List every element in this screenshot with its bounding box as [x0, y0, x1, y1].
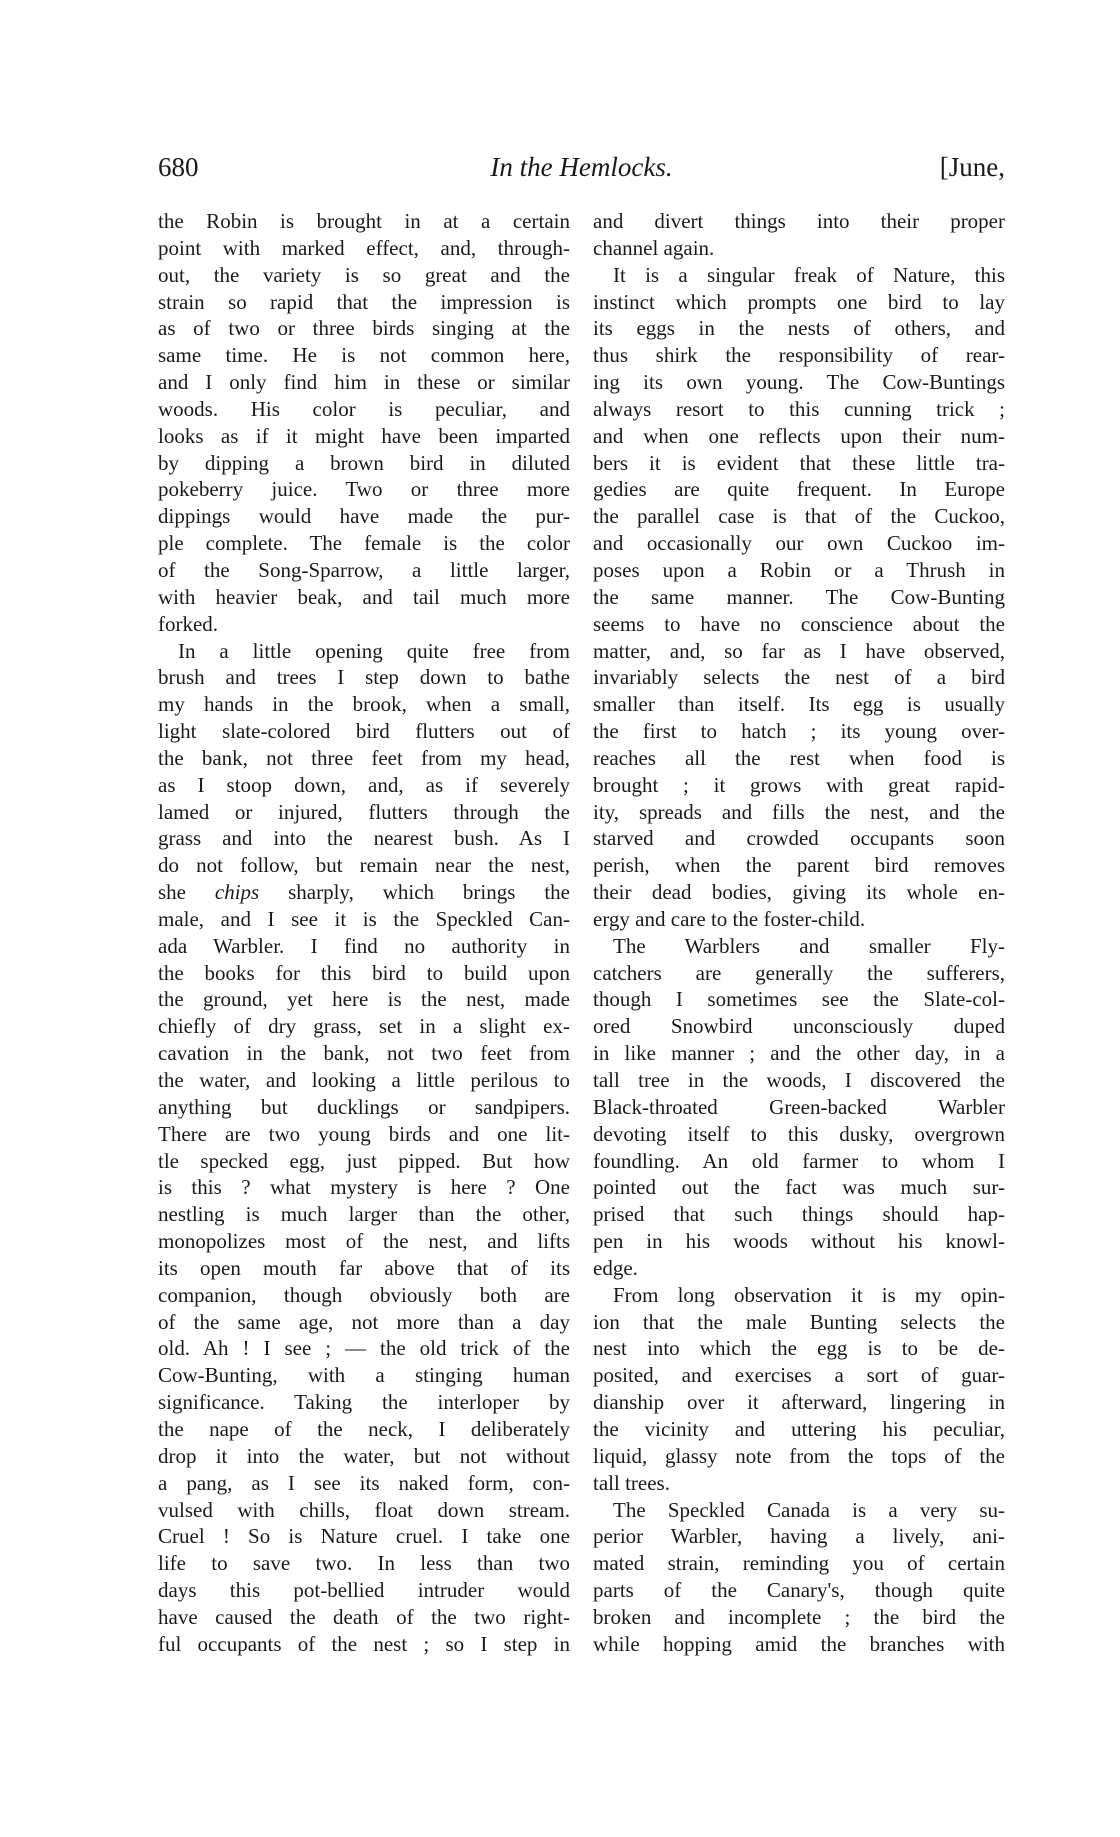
text-line: ored Snowbird unconsciously duped [593, 1014, 1005, 1039]
text-line: ing its own young. The Cow-Buntings [593, 370, 1005, 395]
text-line: light slate-colored bird flutters out of [158, 719, 570, 744]
text-line: woods. His color is peculiar, and [158, 396, 570, 421]
text-line: of the same age, not more than a day [158, 1309, 570, 1334]
text-line: though I sometimes see the Slate-col- [593, 987, 1005, 1012]
text-line: out, the variety is so great and the [158, 262, 570, 287]
text-line: the ground, yet here is the nest, made [158, 987, 570, 1012]
text-line: tall tree in the woods, I discovered the [593, 1068, 1005, 1092]
text-line: do not follow, but remain near the nest, [158, 853, 570, 878]
text-line: with heavier beak, and tail much more [158, 584, 570, 609]
text-line: and I only find him in these or similar [158, 370, 570, 395]
text-line: the Robin is brought in at a certain [158, 209, 570, 233]
text-line: prised that such things should hap- [593, 1202, 1005, 1227]
text-line: the books for this bird to build upon [158, 960, 570, 985]
text-line: point with marked effect, and, through- [158, 235, 570, 260]
text-line: its open mouth far above that of its [158, 1255, 570, 1280]
text-line: poses upon a Robin or a Thrush in [593, 557, 1005, 582]
text-line: ergy and care to the foster-child. [593, 906, 866, 931]
text-line: the parallel case is that of the Cuckoo, [593, 504, 1005, 529]
italic-word: chips [214, 880, 260, 905]
text-line: pointed out the fact was much sur- [593, 1175, 1005, 1200]
text-line: have caused the death of the two right- [158, 1604, 570, 1629]
running-header [158, 152, 1005, 188]
text-line: In a little opening quite free from [178, 638, 570, 663]
text-line: ple complete. The female is the color [158, 531, 570, 556]
text-line: pen in his woods without his knowl- [593, 1229, 1005, 1254]
text-line: nestling is much larger than the other, [158, 1202, 570, 1227]
text-line: life to save two. In less than two [158, 1551, 570, 1576]
text-line: matter, and, so far as I have observed, [593, 638, 1005, 663]
text-line: in like manner ; and the other day, in a [593, 1041, 1005, 1066]
text-line: while hopping amid the branches with [593, 1631, 1005, 1656]
running-month: [June, [939, 152, 1005, 182]
paragraph [593, 933, 1005, 1282]
text-line: drop it into the water, but not without [158, 1443, 570, 1468]
text-column-right [593, 208, 1005, 1658]
text-line: the nape of the neck, I deliberately [158, 1416, 570, 1441]
text-line: perish, when the parent bird removes [593, 853, 1005, 878]
text-line: the water, and looking a little perilous to [158, 1068, 570, 1092]
text-line: their dead bodies, giving its whole en- [593, 880, 1005, 905]
text-line: strain so rapid that the impression is [158, 289, 570, 314]
text-line: brought ; it grows with great rapid- [593, 772, 1005, 797]
text-line: perior Warbler, having a lively, ani- [593, 1524, 1005, 1549]
text-line: and divert things into their proper [593, 209, 1005, 233]
text-line: looks as if it might have been imparted [158, 423, 570, 448]
text-line: bers it is evident that these little tra- [593, 450, 1005, 475]
text-line: days this pot-bellied intruder would [158, 1578, 570, 1603]
text-line: old. Ah ! I see ; — the old trick of the [158, 1336, 570, 1361]
text-line: thus shirk the responsibility of rear- [593, 343, 1005, 368]
text-line: she chips sharply, which brings the [158, 880, 570, 905]
text-line: edge. [593, 1255, 638, 1280]
text-line: chiefly of dry grass, set in a slight ex- [158, 1014, 570, 1039]
paragraph [593, 1282, 1005, 1497]
paragraph [158, 638, 570, 1658]
text-line: brush and trees I step down to bathe [158, 665, 570, 690]
text-line: broken and incomplete ; the bird the [593, 1604, 1005, 1629]
text-line: ity, spreads and fills the nest, and the [593, 799, 1005, 824]
text-line: lamed or injured, flutters through the [158, 799, 570, 824]
text-line: Cow-Bunting, with a stinging human [158, 1363, 570, 1388]
text-line: posited, and exercises a sort of guar- [593, 1363, 1005, 1388]
paragraph [593, 262, 1005, 933]
text-line: of the Song-Sparrow, a little larger, [158, 557, 570, 582]
text-line: the bank, not three feet from my head, [158, 745, 570, 770]
text-line: Black-throated Green-backed Warbler [593, 1094, 1005, 1119]
text-line: by dipping a brown bird in diluted [158, 450, 570, 475]
paragraph [593, 208, 1005, 262]
text-line: The Speckled Canada is a very su- [613, 1497, 1005, 1522]
text-line: There are two young birds and one lit- [158, 1121, 570, 1146]
text-line: From long observation it is my opin- [613, 1282, 1005, 1307]
text-line: starved and crowded occupants soon [593, 826, 1005, 851]
text-line: significance. Taking the interloper by [158, 1390, 570, 1415]
text-line: companion, though obviously both are [158, 1282, 570, 1307]
text-line: parts of the Canary's, though quite [593, 1578, 1005, 1603]
text-line: catchers are generally the sufferers, [593, 960, 1005, 985]
text-line: grass and into the nearest bush. As I [158, 826, 570, 851]
text-line: as of two or three birds singing at the [158, 316, 570, 341]
text-line: reaches all the rest when food is [593, 745, 1005, 770]
text-line: the vicinity and uttering his peculiar, [593, 1416, 1005, 1441]
text-line: same time. He is not common here, [158, 343, 570, 368]
text-line: nest into which the egg is to be de- [593, 1336, 1005, 1361]
text-line: my hands in the brook, when a small, [158, 692, 570, 717]
text-line: instinct which prompts one bird to lay [593, 289, 1005, 314]
text-line: as I stoop down, and, as if severely [158, 772, 570, 797]
running-title: In the Hemlocks. [490, 152, 673, 182]
text-line: ful occupants of the nest ; so I step in [158, 1631, 570, 1656]
text-line: devoting itself to this dusky, overgrown [593, 1121, 1005, 1146]
text-line: a pang, as I see its naked form, con- [158, 1470, 570, 1495]
text-line: ion that the male Bunting selects the [593, 1309, 1005, 1334]
text-line: always resort to this cunning trick ; [593, 396, 1005, 421]
text-line: cavation in the bank, not two feet from [158, 1041, 570, 1066]
text-line: gedies are quite frequent. In Europe [593, 477, 1005, 502]
text-line: mated strain, reminding you of certain [593, 1551, 1005, 1576]
text-line: invariably selects the nest of a bird [593, 665, 1005, 690]
text-line: tall trees. [593, 1470, 670, 1495]
text-line: the same manner. The Cow-Bunting [593, 584, 1005, 609]
text-line: anything but ducklings or sandpipers. [158, 1094, 570, 1119]
text-line: monopolizes most of the nest, and lifts [158, 1229, 570, 1254]
text-line: Cruel ! So is Nature cruel. I take one [158, 1524, 570, 1549]
text-line: foundling. An old farmer to whom I [593, 1148, 1005, 1173]
text-line: the first to hatch ; its young over- [593, 719, 1005, 744]
text-column-left [158, 208, 570, 1658]
text-line: vulsed with chills, float down stream. [158, 1497, 570, 1522]
text-line: dianship over it afterward, lingering in [593, 1390, 1005, 1415]
text-line: channel again. [593, 235, 715, 260]
paragraph [593, 1497, 1005, 1658]
page-number: 680 [158, 152, 199, 182]
text-line: its eggs in the nests of others, and [593, 316, 1005, 341]
text-line: tle specked egg, just pipped. But how [158, 1148, 570, 1173]
text-line: ada Warbler. I find no authority in [158, 933, 570, 958]
text-line: pokeberry juice. Two or three more [158, 477, 570, 502]
text-line: seems to have no conscience about the [593, 611, 1005, 636]
text-line: male, and I see it is the Speckled Can- [158, 906, 570, 931]
text-line: dippings would have made the pur- [158, 504, 570, 529]
paragraph [158, 208, 570, 638]
text-line: smaller than itself. Its egg is usually [593, 692, 1005, 717]
text-line: is this ? what mystery is here ? One [158, 1175, 570, 1200]
text-line: liquid, glassy note from the tops of the [593, 1443, 1005, 1468]
text-line: The Warblers and smaller Fly- [613, 933, 1005, 958]
text-line: forked. [158, 611, 219, 636]
text-line: It is a singular freak of Nature, this [613, 262, 1005, 287]
text-line: and occasionally our own Cuckoo im- [593, 531, 1005, 556]
text-line: and when one reflects upon their num- [593, 423, 1005, 448]
